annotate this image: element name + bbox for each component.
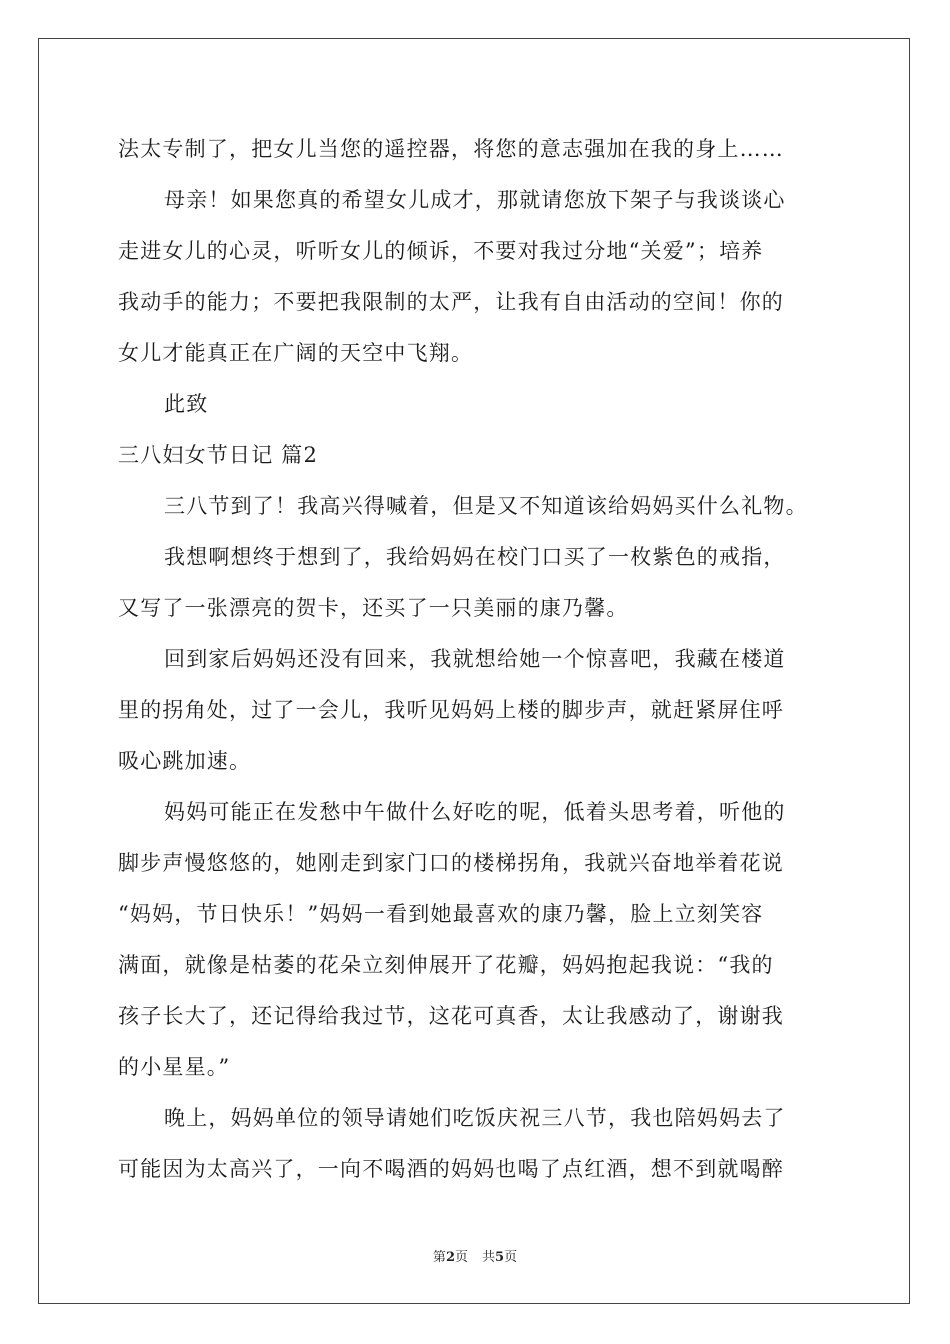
text-line: 吸心跳加速。 [118,749,252,773]
footer-page-label: 页 [454,1250,468,1265]
text-line: 里的拐角处，过了一会儿，我听见妈妈上楼的脚步声，就赶紧屏住呼 [118,698,784,722]
text-line: 晚上，妈妈单位的领导请她们吃饭庆祝三八节，我也陪妈妈去了 [164,1106,786,1130]
text-line: 我想啊想终于想到了，我给妈妈在校门口买了一枚紫色的戒指， [164,545,786,569]
text-line: 的小星星。” [118,1055,231,1079]
text-line: “妈妈，节日快乐！”妈妈一看到她最喜欢的康乃馨，脸上立刻笑容 [118,902,764,926]
document-body [118,124,838,1195]
text-line: 母亲！如果您真的希望女儿成才，那就请您放下架子与我谈谈心 [164,188,786,212]
footer-total-pages: 5 [495,1250,505,1265]
text-line: 回到家后妈妈还没有回来，我就想给她一个惊喜吧，我藏在楼道 [164,647,786,671]
text-line: 女儿才能真正在广阔的天空中飞翔。 [118,341,474,365]
footer-prefix: 第 [432,1250,446,1265]
text-line: 法太专制了，把女儿当您的遥控器，将您的意志强加在我的身上…… [118,137,784,161]
text-line: 走进女儿的心灵，听听女儿的倾诉，不要对我过分地“关爱”；培养 [118,239,764,263]
text-line: 孩子长大了，还记得给我过节，这花可真香，太让我感动了，谢谢我 [118,1004,784,1028]
footer-total-prefix: 共 [482,1250,496,1265]
text-line: 此致 [164,392,209,416]
text-line: 满面，就像是枯萎的花朵立刻伸展开了花瓣，妈妈抱起我说：“我的 [118,953,774,977]
footer-page-number: 2 [445,1250,455,1265]
text-line: 三八节到了！我高兴得喊着，但是又不知道该给妈妈买什么礼物。 [164,494,808,518]
text-line: 可能因为太高兴了，一向不喝酒的妈妈也喝了点红酒，想不到就喝醉 [118,1157,784,1181]
text-line: 我动手的能力；不要把我限制的太严，让我有自由活动的空间！你的 [118,290,784,314]
text-line: 三八妇女节日记 篇2 [118,443,319,467]
text-line: 脚步声慢悠悠的，她刚走到家门口的楼梯拐角，我就兴奋地举着花说 [118,851,784,875]
page-footer [0,1246,950,1265]
text-line: 又写了一张漂亮的贺卡，还买了一只美丽的康乃馨。 [118,596,629,620]
footer-total-label: 页 [504,1250,518,1265]
text-line: 妈妈可能正在发愁中午做什么好吃的呢，低着头思考着，听他的 [164,800,786,824]
